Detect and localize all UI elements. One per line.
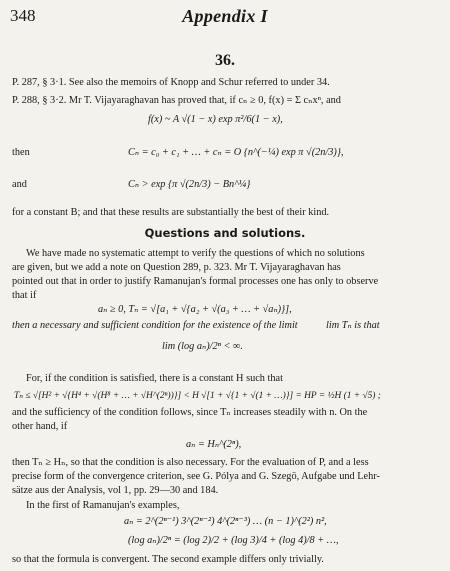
para-4-line-1: and the sufficiency of the condition follows, since Tₙ increases steadily with n. On the (12, 407, 368, 418)
and-label: and (12, 179, 27, 190)
para-5-line-1: then Tₙ ≥ Hₙ, so that the condition is also necessary. For the evaluation of P, and a less (12, 457, 369, 468)
section-heading: Questions and solutions. (144, 226, 306, 240)
formula-4: aₙ ≥ 0, Tₙ = √[a₁ + √{a₂ + √(a₃ + … + √aₙ)}], (98, 304, 292, 315)
conclusion-text: for a constant B; and that these results are substantially the best of their kind. (12, 207, 330, 218)
final-sentence: so that the formula is convergent. The second example differs only trivially. (12, 554, 324, 565)
section-number: 36. (215, 52, 235, 69)
formula-1: f(x) ~ A √(1 − x) exp π²/6(1 − x), (148, 114, 283, 125)
page-number: 348 (10, 6, 36, 25)
formula-2: Cₙ = c₀ + c₁ + … + cₙ = O {n^(−¼) exp π √(2n/3)}, (128, 147, 344, 158)
para-4-line-2: other hand, if (12, 421, 68, 432)
formula-8: aₙ = 2^(2ⁿ⁻¹) 3^(2ⁿ⁻²) 4^(2ⁿ⁻³) … (n − 1)^(2²) n², (124, 516, 327, 527)
para-5-line-3: sätze aus der Analysis, vol 1, pp. 29—30 and 184. (12, 485, 219, 496)
note-1: P. 287, § 3·1. See also the memoirs of Knopp and Schur referred to under 34. (12, 77, 330, 88)
formula-7: aₙ = Hₙ^(2ⁿ), (186, 439, 242, 450)
formula-6: Tₙ ≤ √[H² + √{H⁴ + √(H⁸ + … + √H^(2ⁿ))}] < H √[1 + √{1 + √(1 + …)}] = HP = ½H (1 + √5) ; (14, 391, 381, 401)
para-2-italic: then a necessary and sufficient condition for the existence of the limit (12, 320, 298, 331)
para-1-line-4: that if (12, 290, 37, 301)
then-label: then (12, 147, 30, 158)
para-5-line-2: precise form of the convergence criterion, see G. Pólya and G. Szegö, Aufgabe und Lehr- (12, 471, 380, 482)
note-2: P. 288, § 3·2. Mr T. Vijayaraghavan has proved that, if cₙ ≥ 0, f(x) = Σ cₙxⁿ, and (12, 95, 341, 106)
page-header (10, 6, 440, 28)
para-1-line-1: We have made no systematic attempt to verify the questions of which no solutions (26, 248, 365, 259)
para-2-limit: lim Tₙ is that (326, 320, 380, 331)
running-title: Appendix I (182, 6, 268, 26)
para-6: In the first of Ramanujan's examples, (26, 500, 180, 511)
formula-9: (log aₙ)/2ⁿ = (log 2)/2 + (log 3)/4 + (log 4)/8 + …, (128, 535, 339, 546)
formula-5: lim (log aₙ)/2ⁿ < ∞. (162, 341, 243, 352)
para-1-line-3: pointed out that in order to justify Ramanujan's formal processes one has only to observe (12, 276, 379, 287)
para-3: For, if the condition is satisfied, there is a constant H such that (26, 373, 283, 384)
formula-3: Cₙ > exp {π √(2n/3) − Bn^¼} (128, 179, 251, 190)
para-1-line-2: are given, but we add a note on Question 289, p. 323. Mr T. Vijayaraghavan has (12, 262, 341, 273)
